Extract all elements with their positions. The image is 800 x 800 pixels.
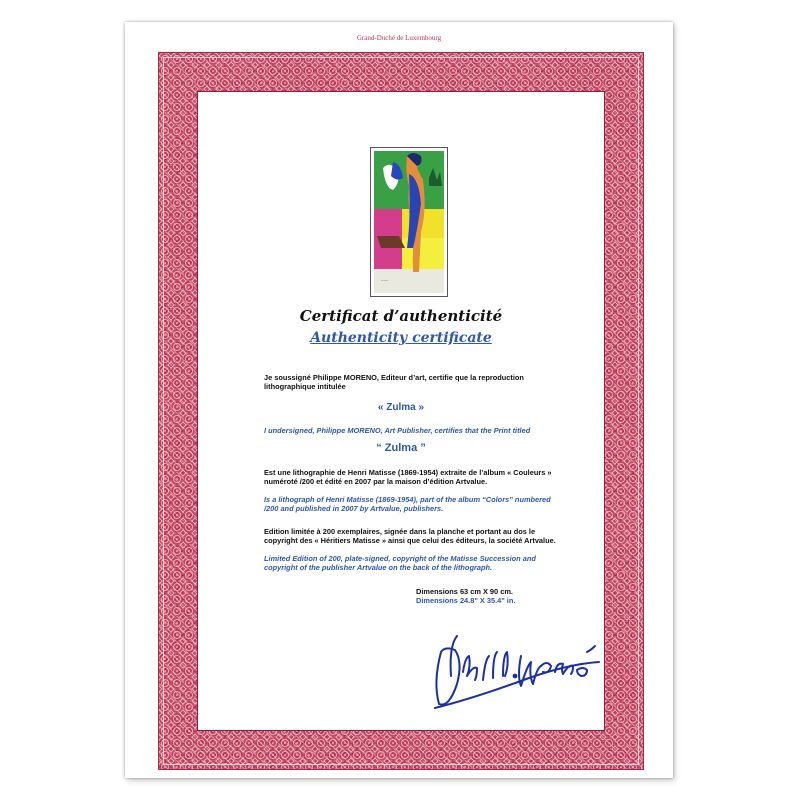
dimensions-in: Dimensions 24.8" X 35.4" in. [416, 595, 516, 605]
certificate-body [197, 91, 605, 731]
decorative-border [158, 52, 644, 770]
signature [423, 612, 613, 712]
paragraph-english-3: Limited Edition of 200, plate-signed, copyright of the Matisse Succession and copyright of the publisher Artvalue on the back of the lithograph. [264, 554, 536, 572]
dimensions-cm: Dimensions 63 cm X 90 cm. [416, 587, 513, 596]
paragraph-french-2: Est une lithographie de Henri Matisse (1869-1954) extraite de l’album « Couleurs » numéroté /200 et édité en 2007 par la maison d’édition Artvalue. [264, 468, 552, 486]
paragraph-english-2: Is a lithograph of Henri Matisse (1869-1954), part of the album “Colors” numbered /200 and published in 2007 by Artvalue, publishers. [264, 495, 551, 513]
work-title-french: « Zulma » [377, 402, 425, 413]
certificate-sheet [125, 22, 673, 778]
work-title-english: “ Zulma ” [376, 442, 426, 454]
paragraph-english-1: I undersigned, Philippe MORENO, Art Publisher, certifies that the Print titled [264, 426, 531, 435]
paragraph-french-3: Edition limitée à 200 exemplaires, signée dans la planche et portant au dos le copyright des « Héritiers Matisse » ainsi que celui des éditeurs, la société Artvalue. [264, 527, 556, 545]
title-english: Authenticity certificate [310, 330, 492, 346]
artwork-thumbnail [370, 147, 448, 297]
dimensions [416, 588, 596, 605]
paragraph-french-1: Je soussigné Philippe MORENO, Editeur d’art, certifie que la reproduction lithographique intitulée [264, 373, 524, 391]
title-french: Certificat d’authenticité [299, 307, 503, 325]
header-text: Grand-Duché de Luxembourg [356, 34, 442, 42]
svg-text:~~~: ~~~ [381, 278, 389, 283]
